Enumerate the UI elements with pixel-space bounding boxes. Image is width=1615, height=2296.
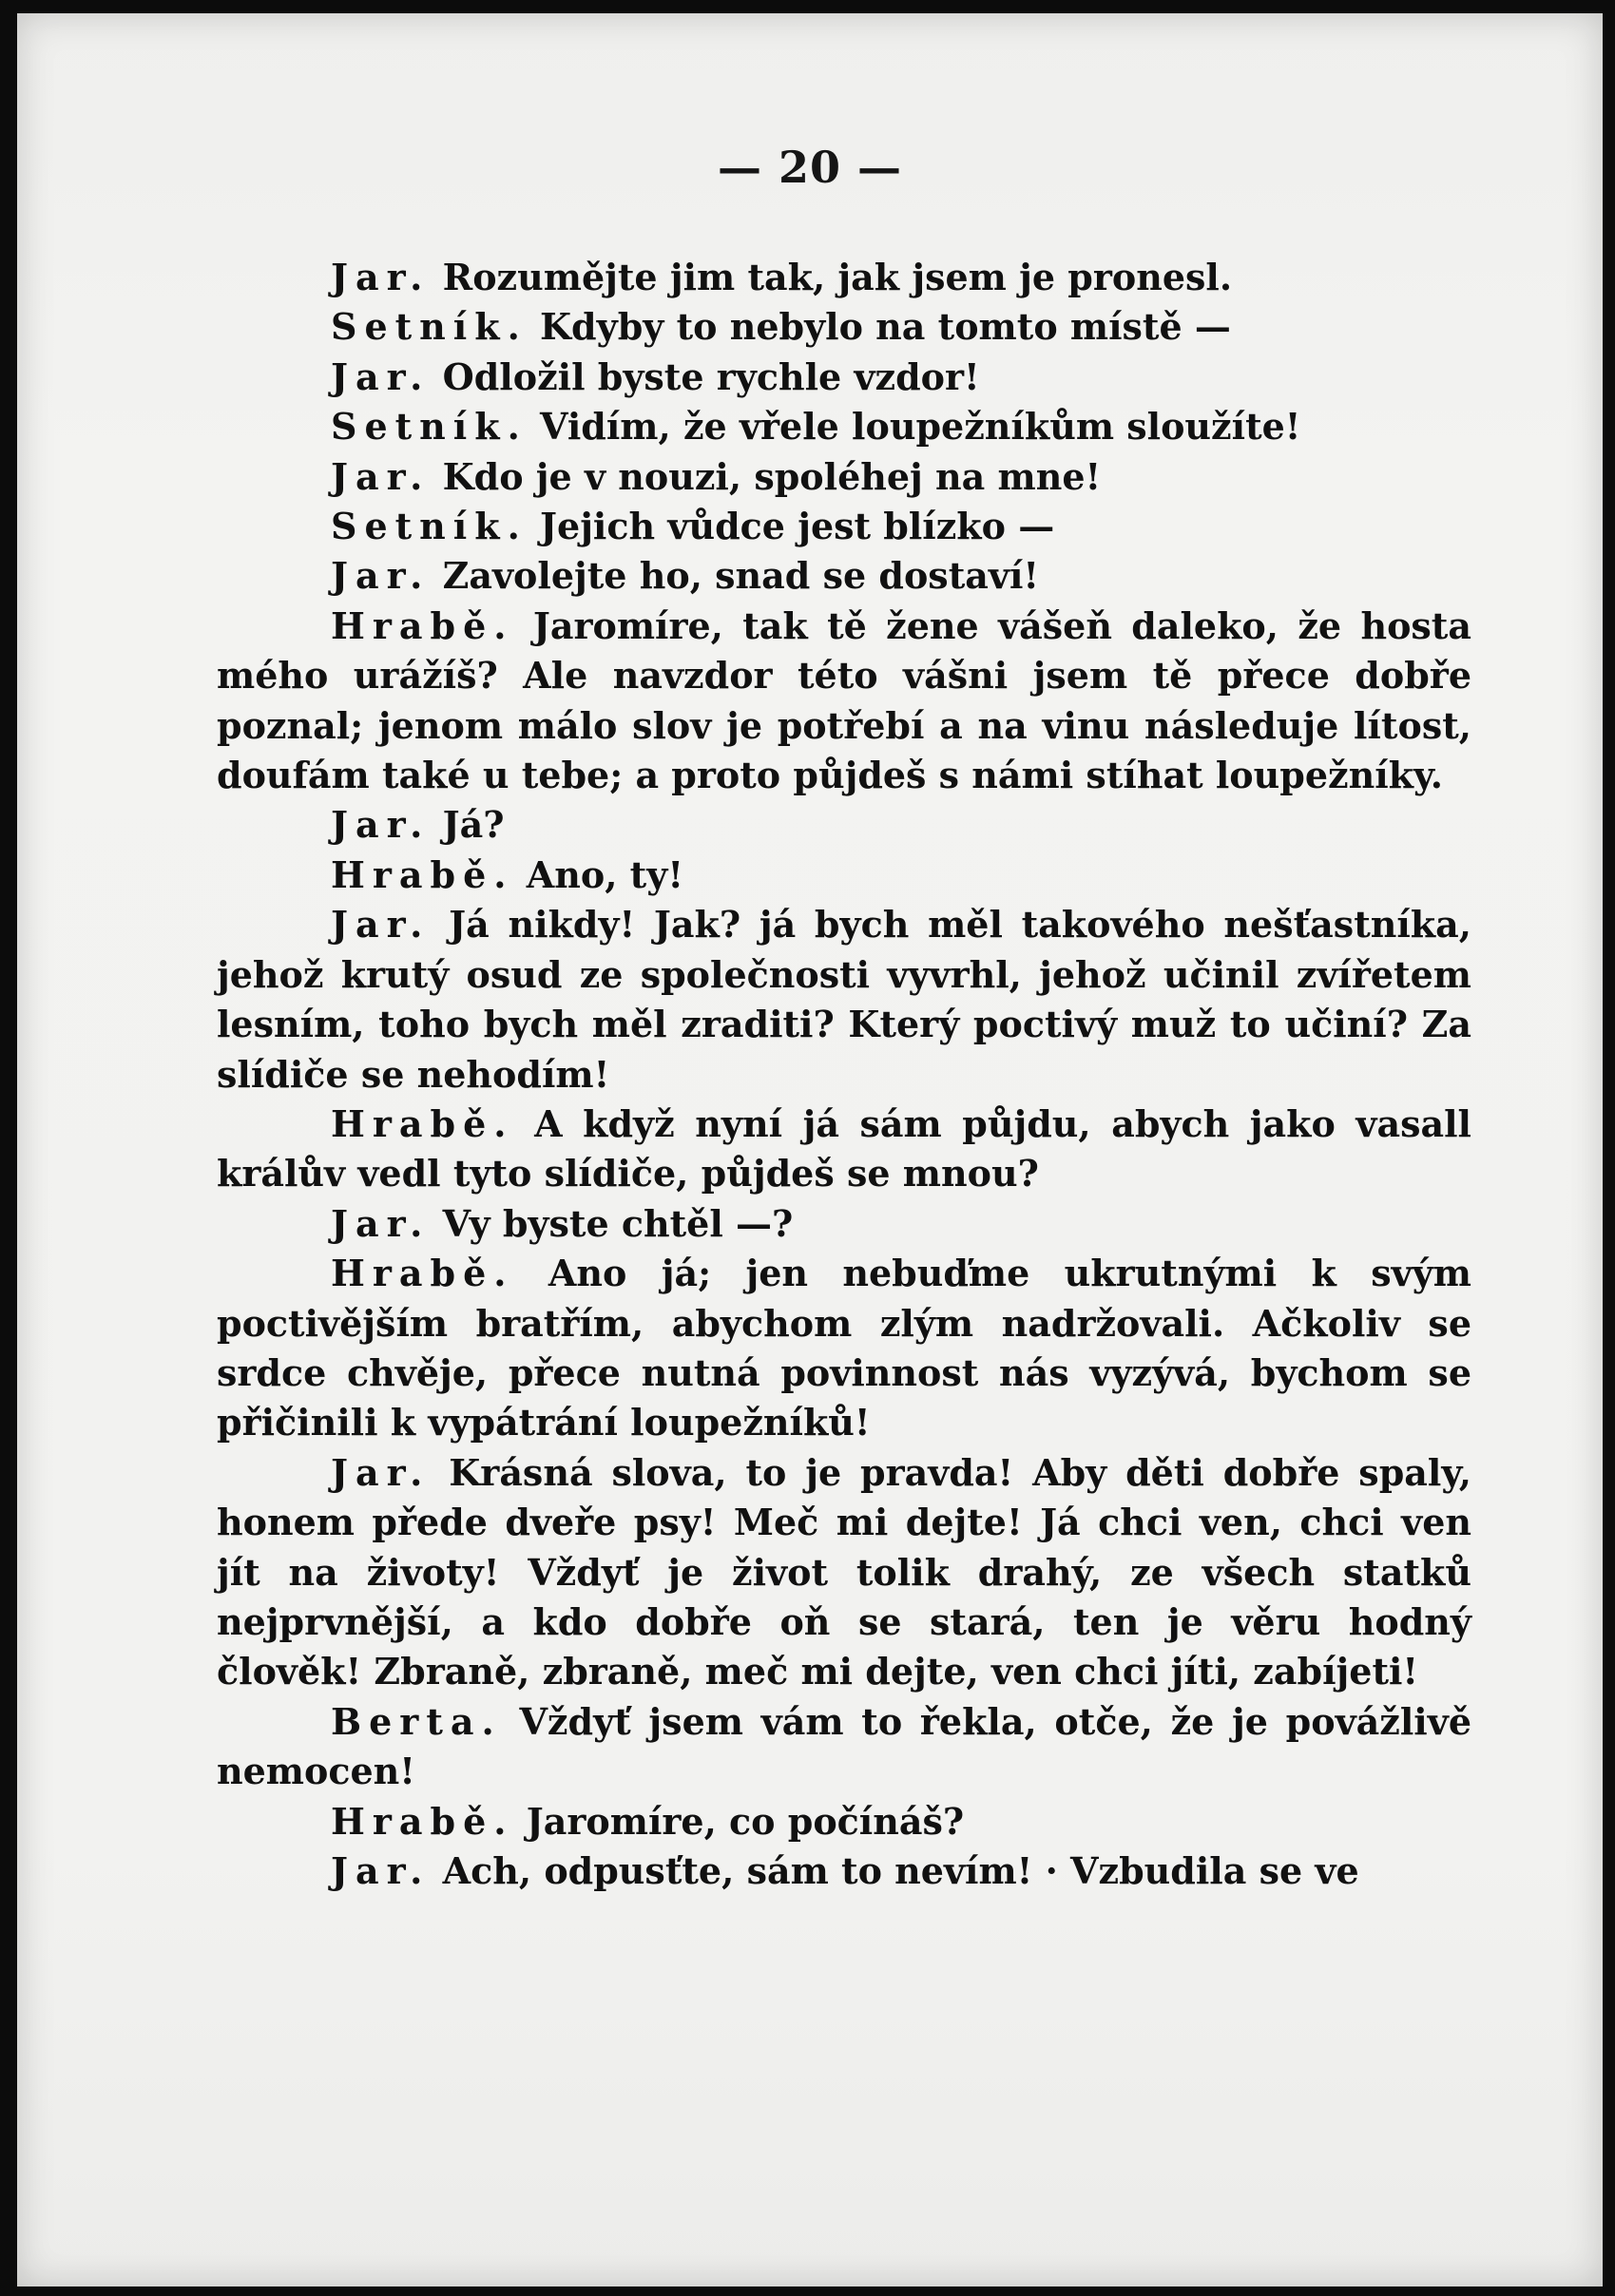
dialogue-paragraph — [217, 353, 1471, 402]
speech-text: Já nikdy! Jak? já bych měl takového nešťastníka, jehož krutý osud ze společnosti vyvrhl, jehož učinil zvířetem lesním, toho bych měl zraditi? Který poctivý muž to učiní? Za slídiče se nehodím! — [217, 903, 1471, 1096]
speaker-name: Setník. — [331, 505, 528, 548]
dialogue-paragraph — [217, 800, 1471, 850]
speaker-name: Jar. — [331, 803, 431, 847]
speech-text: Vy byste chtěl —? — [442, 1201, 794, 1245]
dialogue-paragraph — [217, 851, 1471, 900]
speech-text: Ano já; jen nebuďme ukrutnými k svým poctivějším bratřím, abychom zlým nadržovali. Ačkoliv se srdce chvěje, přece nutná povinnost nás vyzývá, bychom se přičinili k vypátrání loupežníků! — [217, 1252, 1471, 1445]
speech-text: Rozumějte jim tak, jak jsem je pronesl. — [442, 256, 1233, 298]
speaker-name: Hrabě. — [331, 1252, 514, 1295]
speech-text: A když nyní já sám půjdu, abych jako vasall králův vedl tyto slídiče, půjdeš se mnou? — [217, 1101, 1471, 1196]
dialogue-paragraph — [217, 402, 1471, 451]
speaker-name: Jar. — [331, 903, 431, 947]
speaker-name: Jar. — [331, 354, 431, 398]
speaker-name: Jar. — [331, 1201, 431, 1245]
page-number: — 20 — — [717, 142, 903, 193]
speaker-name: Hrabě. — [331, 1799, 514, 1843]
speech-text: Krásná slova, to je pravda! Aby děti dobře spaly, honem přede dveře psy! Meč mi dejte! Já chci ven, chci ven jít na životy! Vždyť je život tolik drahý, ze všech statků nejprvnější, a kdo dobře oň se stará, ten je věru hodný člověk! Zbraně, zbraně, meč mi dejte, ven chci jíti, zabíjeti! — [217, 1450, 1471, 1693]
speech-text: Kdyby to nebylo na tomto místě — — [540, 305, 1231, 349]
speech-text: Zavolejte ho, snad se dostaví! — [442, 554, 1040, 598]
speaker-name: Hrabě. — [331, 1101, 514, 1145]
speech-text: Ach, odpusťte, sám to nevím! · Vzbudila se ve — [442, 1849, 1359, 1892]
speech-text: Jaromíre, co počínáš? — [526, 1799, 965, 1843]
dialogue-paragraph — [217, 602, 1471, 801]
speech-text: Vždyť jsem vám to řekla, otče, že je povážlivě nemocen! — [217, 1699, 1472, 1793]
dialogue-paragraph — [217, 253, 1471, 302]
speaker-name: Hrabě. — [331, 852, 514, 896]
dialogue-paragraph — [217, 1100, 1471, 1199]
dialogue-paragraph — [217, 1697, 1471, 1797]
speaker-name: Jar. — [331, 1450, 431, 1494]
book-page — [17, 13, 1603, 2286]
speaker-name: Hrabě. — [331, 603, 514, 647]
dialogue-paragraph — [217, 302, 1471, 352]
speech-text: Ano, ty! — [526, 852, 683, 896]
speech-text: Odložil byste rychle vzdor! — [442, 354, 980, 398]
dialogue-paragraph — [217, 900, 1471, 1100]
speech-text: Jejich vůdce jest blízko — — [540, 505, 1055, 548]
dialogue-paragraph — [217, 1249, 1471, 1448]
dialogue-paragraph — [217, 1846, 1471, 1896]
speaker-name: Setník. — [331, 305, 528, 349]
dialogue-text — [217, 253, 1471, 1896]
speaker-name: Jar. — [331, 454, 431, 498]
dialogue-paragraph — [217, 551, 1471, 601]
speech-text: Já? — [442, 803, 505, 847]
dialogue-paragraph — [217, 502, 1471, 551]
speaker-name: Jar. — [331, 256, 431, 298]
dialogue-paragraph — [217, 452, 1471, 502]
speech-text: Vidím, že vřele loupežníkům sloužíte! — [540, 405, 1301, 449]
speech-text: Jaromíre, tak tě žene vášeň daleko, že hosta mého urážíš? Ale navzdor této vášni jsem tě přece dobře poznal; jenom málo slov je potřebí a na vinu následuje lítost, doufám také u tebe; a proto půjdeš s námi stíhat loupežníky. — [217, 603, 1471, 797]
speech-text: Kdo je v nouzi, spoléhej na mne! — [442, 454, 1102, 498]
dialogue-paragraph — [217, 1797, 1471, 1846]
dialogue-paragraph — [217, 1199, 1471, 1249]
speaker-name: Jar. — [331, 1849, 431, 1892]
speaker-name: Berta. — [331, 1699, 502, 1743]
dialogue-paragraph — [217, 1448, 1471, 1697]
speaker-name: Jar. — [331, 554, 431, 598]
speaker-name: Setník. — [331, 405, 528, 449]
